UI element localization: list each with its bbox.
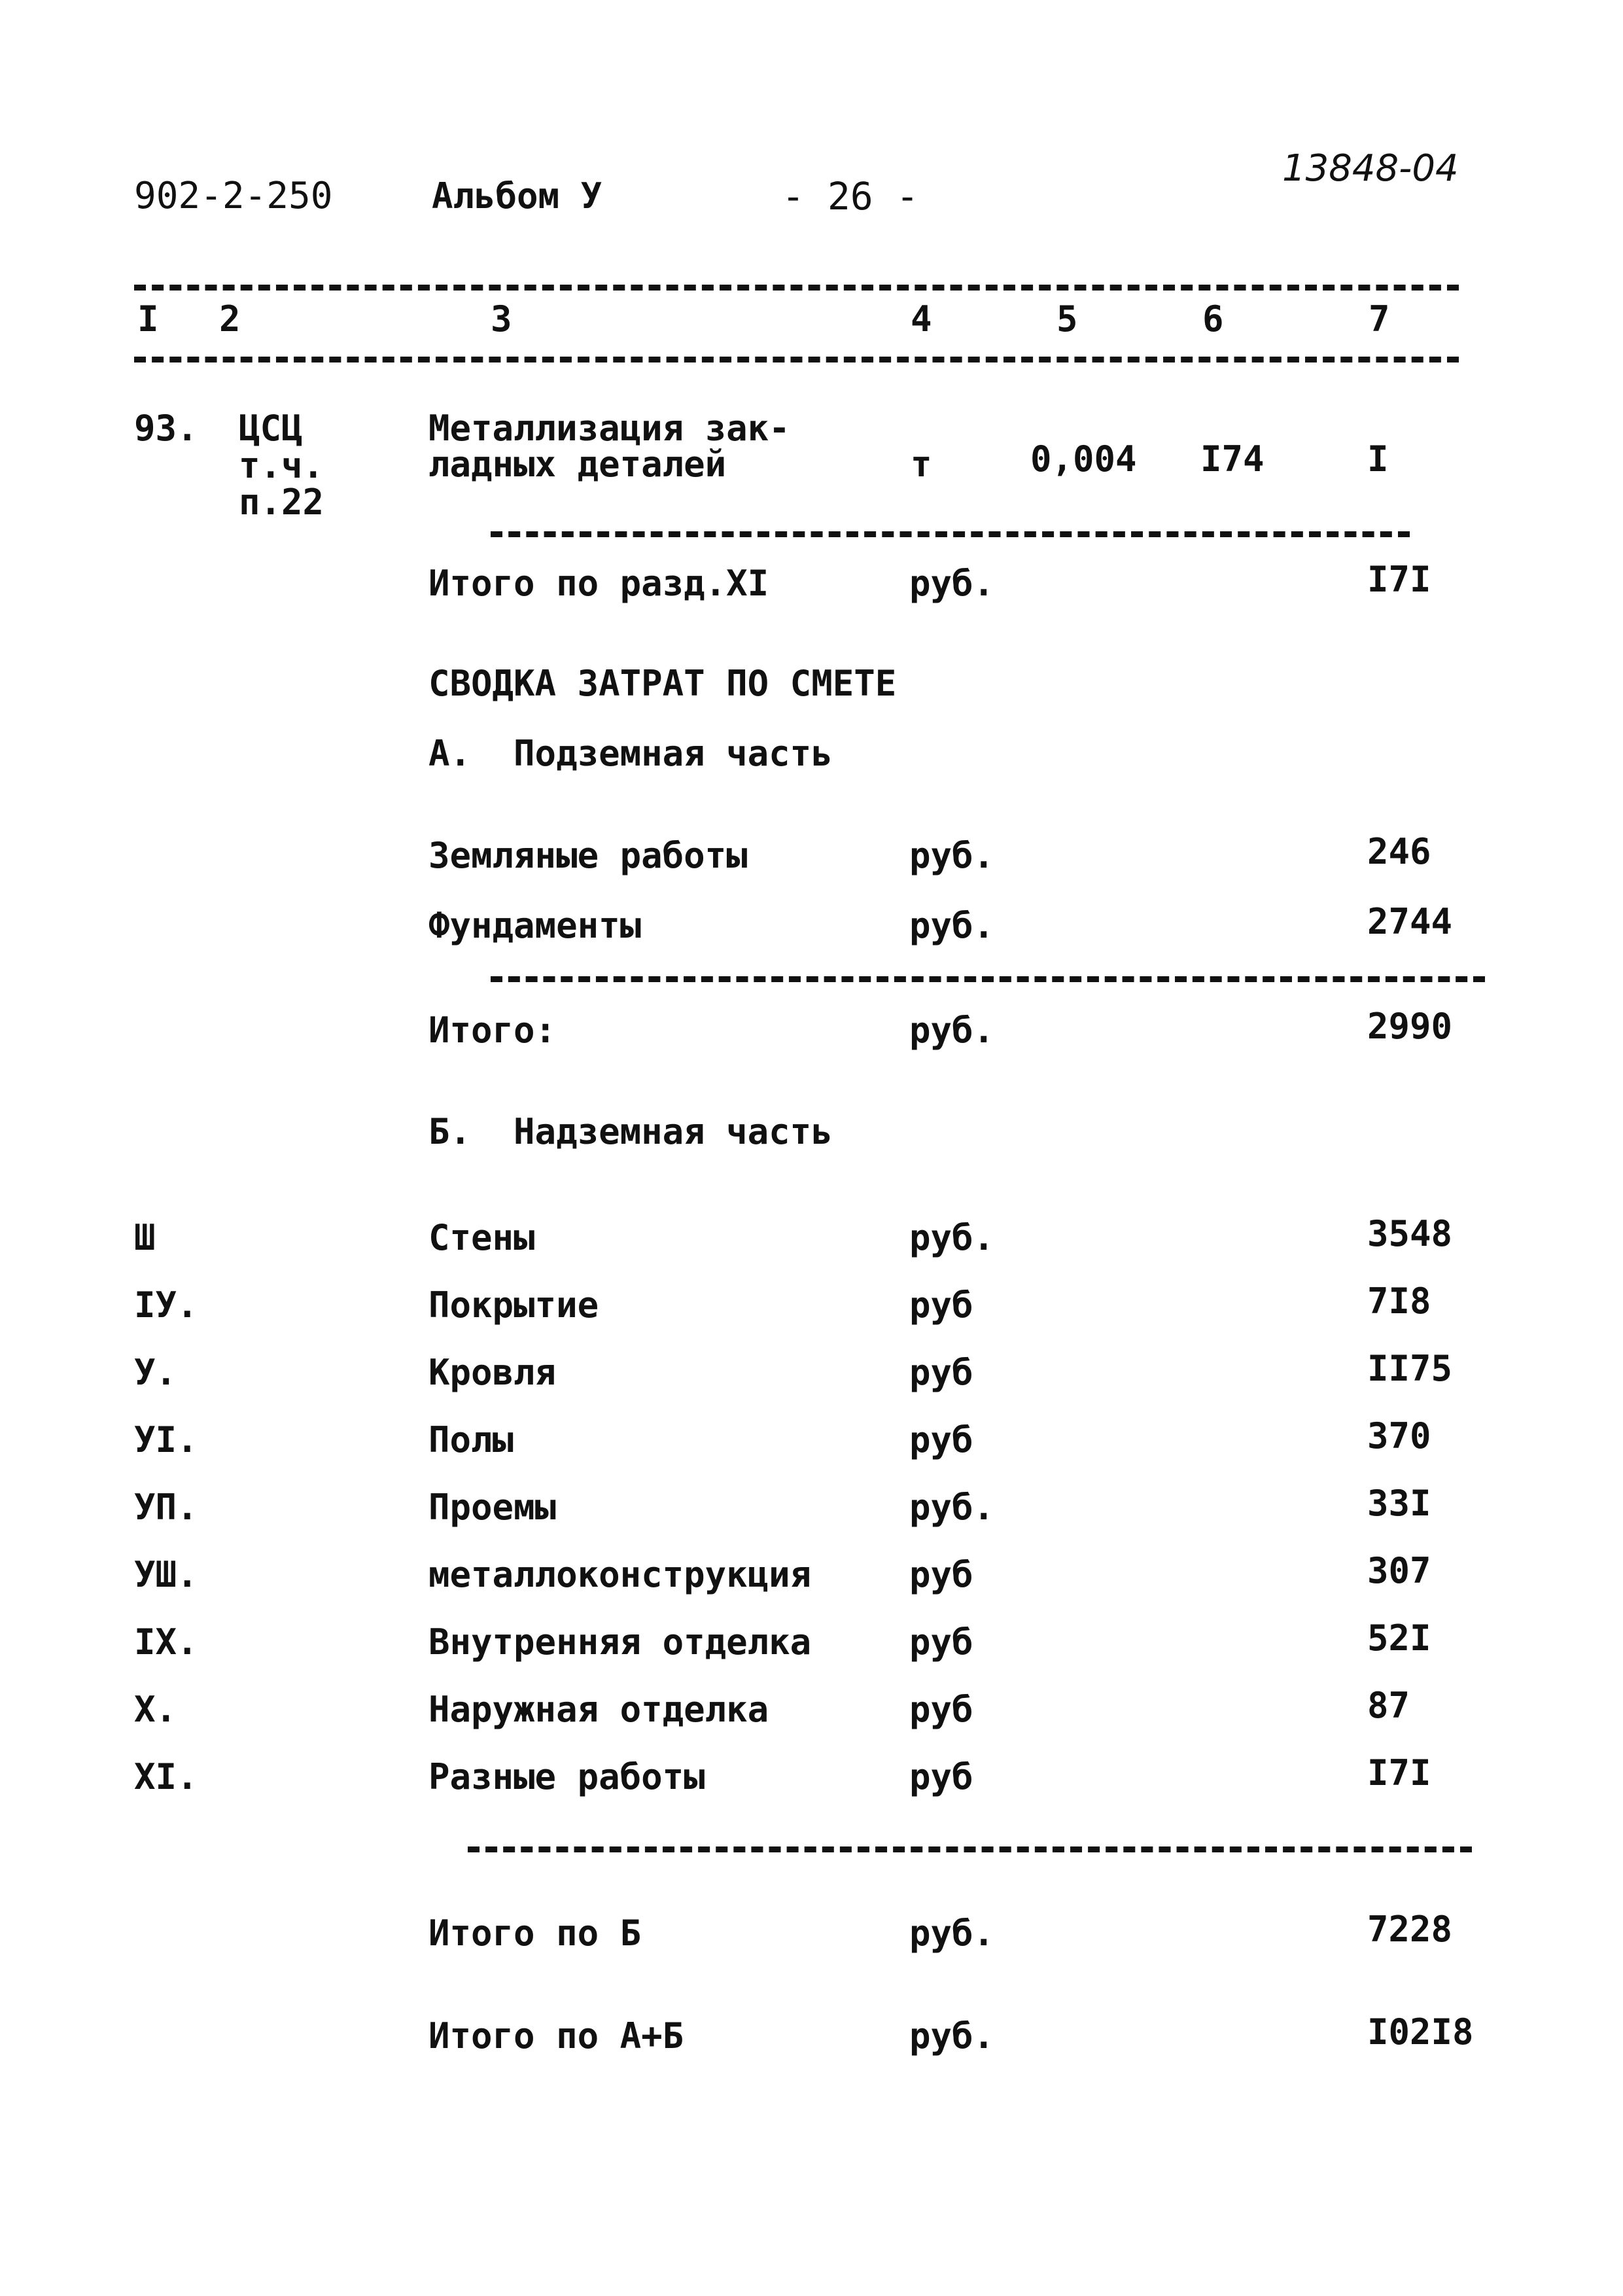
item-total: I — [1367, 438, 1389, 480]
col-5-label: 5 — [1056, 298, 1078, 340]
grand-total-unit: руб. — [909, 2015, 995, 2057]
part-b-row-3-num: У. — [134, 1352, 177, 1393]
part-a-row-1-value: 246 — [1367, 831, 1431, 872]
part-a-row-2-value: 2744 — [1367, 901, 1453, 942]
part-b-rule — [468, 1846, 1472, 1852]
part-b-row-7-name: Внутренняя отделка — [428, 1621, 812, 1663]
part-b-row-5-value: 33I — [1367, 1483, 1431, 1524]
part-b-row-7-num: IX. — [134, 1621, 198, 1663]
part-b-row-1-unit: руб. — [909, 1217, 995, 1258]
part-b-row-3-unit: руб — [909, 1352, 973, 1393]
item-rule — [491, 531, 1410, 537]
col-3-label: 3 — [491, 298, 512, 340]
part-b-row-5-unit: руб. — [909, 1487, 995, 1528]
part-b-row-2-name: Покрытие — [428, 1284, 599, 1326]
part-b-row-6-num: УШ. — [134, 1554, 198, 1595]
grand-total-label: Итого по А+Б — [428, 2015, 684, 2057]
item-source-line-3: п.22 — [239, 482, 324, 523]
part-b-total-unit: руб. — [909, 1913, 995, 1954]
album-title: Альбом У — [432, 175, 602, 217]
part-b-row-7-value: 52I — [1367, 1617, 1431, 1659]
item-number: 93. — [134, 408, 198, 449]
summary-title: СВОДКА ЗАТРАТ ПО СМЕТЕ — [428, 663, 897, 704]
part-a-row-1-unit: руб. — [909, 835, 995, 876]
part-b-row-9-unit: руб — [909, 1756, 973, 1797]
part-a-total-unit: руб. — [909, 1010, 995, 1051]
part-a-row-1-name: Земляные работы — [428, 835, 748, 876]
part-b-row-5-name: Проемы — [428, 1487, 557, 1528]
col-7-label: 7 — [1369, 298, 1390, 340]
col-6-label: 6 — [1202, 298, 1224, 340]
part-b-row-6-value: 307 — [1367, 1550, 1431, 1591]
part-b-row-2-value: 7I8 — [1367, 1280, 1431, 1322]
part-b-row-9-num: XI. — [134, 1756, 198, 1797]
item-name-line-2: ладных деталей — [428, 444, 727, 485]
part-a-total-value: 2990 — [1367, 1006, 1453, 1047]
col-4-label: 4 — [911, 298, 932, 340]
part-b-row-2-unit: руб — [909, 1284, 973, 1326]
part-b-title: Б. Надземная часть — [428, 1111, 833, 1152]
part-a-total-label: Итого: — [428, 1010, 557, 1051]
part-b-row-2-num: IУ. — [134, 1284, 198, 1326]
part-b-row-7-unit: руб — [909, 1621, 973, 1663]
part-b-row-4-name: Полы — [428, 1419, 514, 1460]
part-b-row-3-name: Кровля — [428, 1352, 557, 1393]
item-quantity: 0,004 — [1030, 438, 1137, 480]
item-unit: т — [911, 444, 932, 485]
part-b-row-1-value: 3548 — [1367, 1213, 1453, 1254]
part-b-row-8-name: Наружная отделка — [428, 1689, 769, 1730]
part-b-row-8-num: X. — [134, 1689, 177, 1730]
document-code: 902-2-250 — [134, 175, 333, 217]
page-number: - 26 - — [782, 174, 919, 219]
part-b-total-label: Итого по Б — [428, 1913, 642, 1954]
part-b-row-9-name: Разные работы — [428, 1756, 705, 1797]
part-b-row-1-name: Стены — [428, 1217, 535, 1258]
item-source-line-1: ЦСЦ — [239, 408, 303, 449]
part-b-row-4-unit: руб — [909, 1419, 973, 1460]
part-b-row-6-name: металлоконструкция — [428, 1554, 812, 1595]
stamp-number: 13848-04 — [1282, 147, 1459, 190]
part-b-total-value: 7228 — [1367, 1909, 1453, 1950]
part-b-row-1-num: Ш — [134, 1217, 156, 1258]
section-total-label: Итого по разд.XI — [428, 563, 769, 604]
part-a-title: А. Подземная часть — [428, 733, 833, 774]
part-a-rule — [491, 976, 1485, 982]
header-bottom-rule — [134, 357, 1459, 362]
part-b-row-3-value: II75 — [1367, 1348, 1453, 1389]
part-b-row-8-value: 87 — [1367, 1685, 1410, 1726]
part-a-row-2-name: Фундаменты — [428, 905, 642, 946]
part-b-row-9-value: I7I — [1367, 1752, 1431, 1793]
part-b-row-4-num: УI. — [134, 1419, 198, 1460]
section-total-unit: руб. — [909, 563, 995, 604]
part-b-row-8-unit: руб — [909, 1689, 973, 1730]
part-a-row-2-unit: руб. — [909, 905, 995, 946]
item-name-line-1: Металлизация зак- — [428, 408, 790, 449]
part-b-row-6-unit: руб — [909, 1554, 973, 1595]
col-1-label: I — [137, 298, 159, 340]
section-total-value: I7I — [1367, 559, 1431, 600]
item-price: I74 — [1200, 438, 1265, 480]
grand-total-value: I02I8 — [1367, 2011, 1474, 2053]
part-b-row-4-value: 370 — [1367, 1415, 1431, 1457]
header-top-rule — [134, 285, 1459, 291]
col-2-label: 2 — [219, 298, 241, 340]
part-b-row-5-num: УП. — [134, 1487, 198, 1528]
item-source-line-2: т.ч. — [239, 445, 324, 486]
